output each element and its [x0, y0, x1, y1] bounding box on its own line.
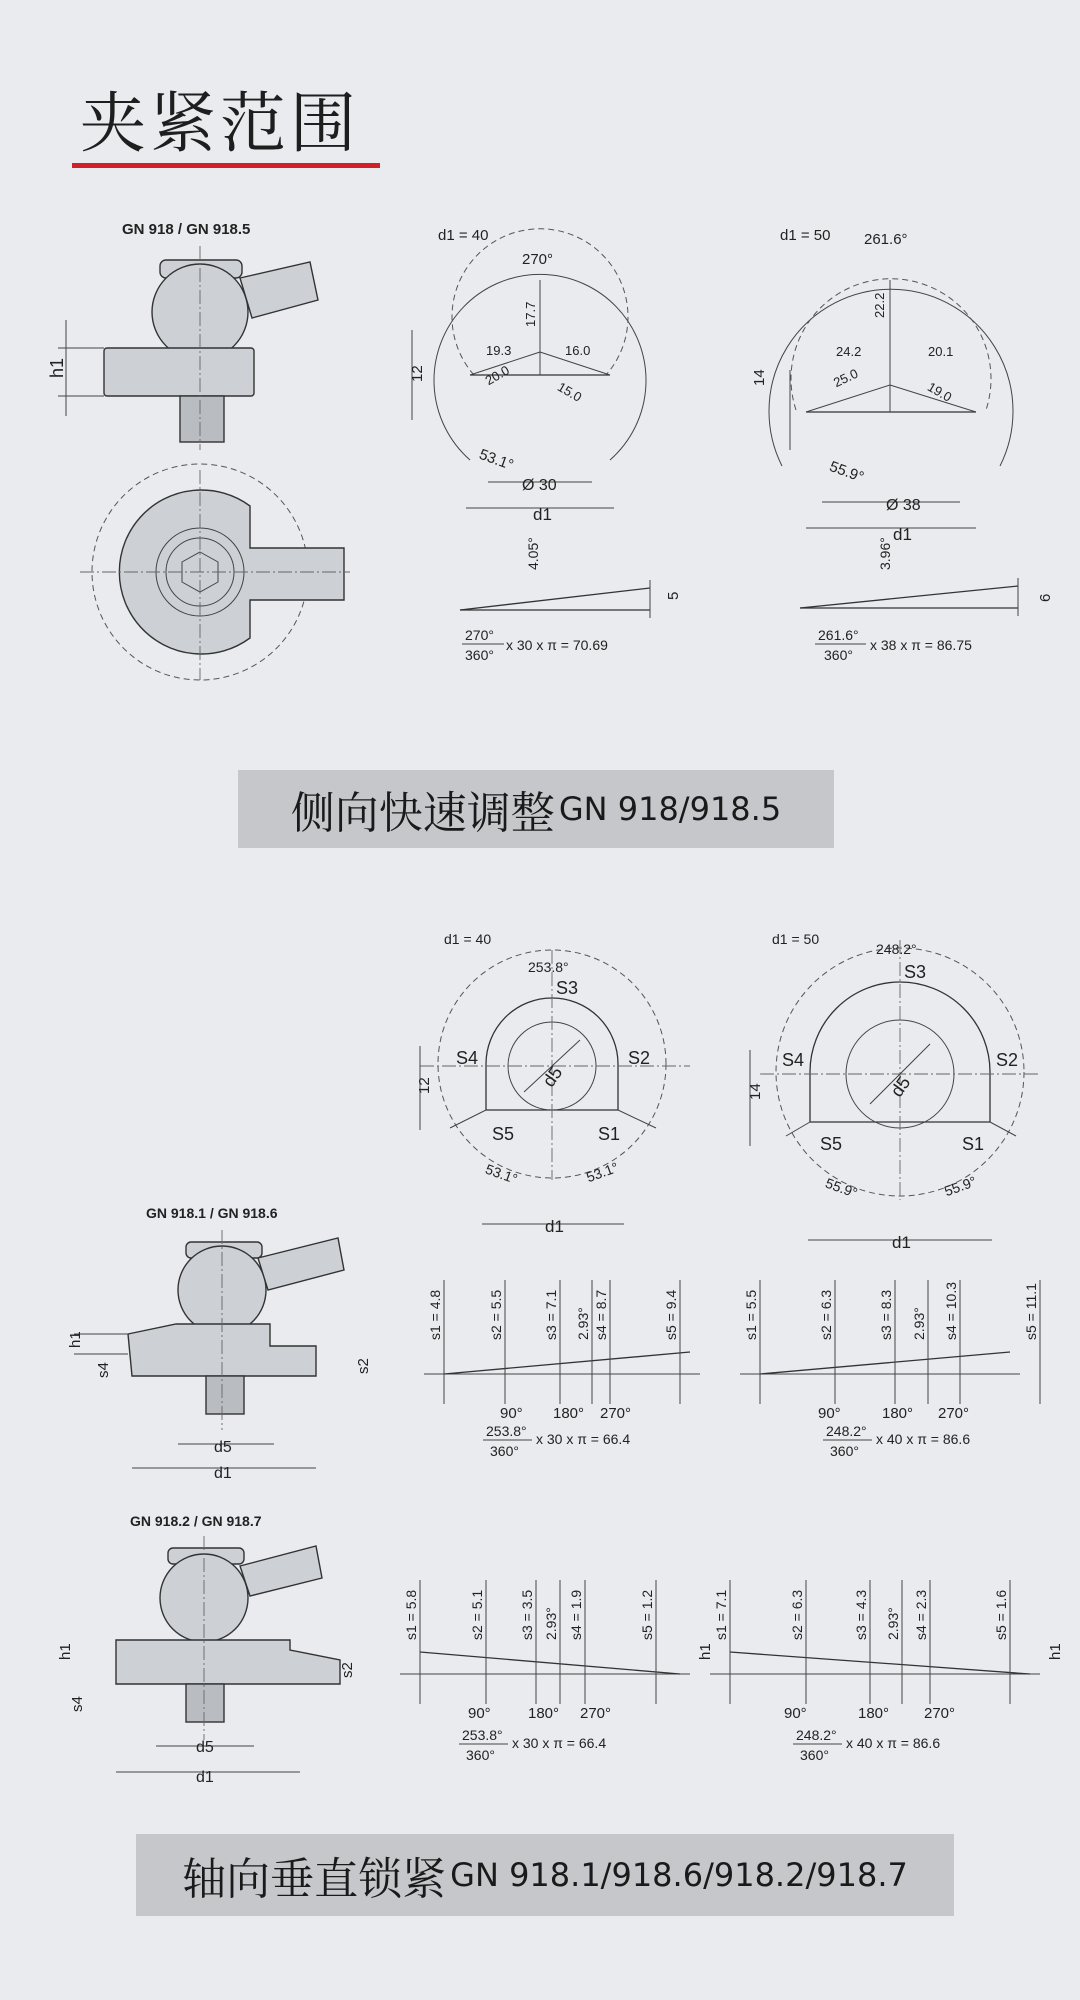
ramp_down_40-label-5: s5 = 1.2 — [639, 1589, 655, 1640]
s-d40-d1: d1 — [545, 1217, 564, 1236]
s-d50-s5: S5 — [820, 1134, 843, 1154]
ramp_down_40-deg-1: 180° — [528, 1705, 560, 1722]
s-d50-d5: d5 — [886, 1072, 915, 1101]
ramp_up_40-label-4: s4 = 8.7 — [593, 1289, 609, 1340]
ramp_down_50-deg-1: 180° — [858, 1705, 890, 1722]
s-diagram-d40 — [416, 931, 690, 1236]
gn918-1-d1: d1 — [214, 1465, 232, 1482]
ramp_up_50-deg-1: 180° — [882, 1405, 914, 1422]
d40-height: 12 — [409, 365, 426, 382]
banner-axial-lock — [136, 1834, 954, 1916]
d40-r5: 15.0 — [555, 379, 585, 405]
d50-d1: d1 — [893, 525, 912, 544]
s-d40-s1: S1 — [598, 1124, 621, 1144]
s-d40-s2: S2 — [628, 1048, 651, 1068]
gn918-1-s4: s4 — [95, 1362, 112, 1378]
part-gn918-1 — [67, 1205, 372, 1482]
d40-frac-num: 270° — [465, 627, 494, 643]
d50-r1: 22.2 — [872, 292, 887, 318]
banner2-code: GN 918.1/918.6/918.2/918.7 — [450, 1856, 908, 1894]
ramp_up_40-deg-2: 270° — [600, 1405, 632, 1422]
ramp_down_40-label-4: s4 = 1.9 — [568, 1589, 584, 1640]
ramp_up_40-slope-line — [444, 1352, 690, 1374]
ramp_down_40-label-1: s2 = 5.1 — [469, 1589, 485, 1640]
gn918-2-h1: h1 — [57, 1643, 74, 1660]
s-d50-s3: S3 — [904, 962, 927, 982]
gn918-2-d1: d1 — [196, 1769, 214, 1786]
ramp_down_40-h: h1 — [697, 1643, 714, 1660]
s-d50-d1: d1 — [892, 1233, 911, 1252]
gn918-2-s4: s4 — [69, 1696, 86, 1712]
ramp_up_40-label-3: 2.93° — [575, 1307, 591, 1340]
ramp_up_40-frac-num: 253.8° — [486, 1423, 527, 1439]
ramp_down_50-frac-den: 360° — [800, 1747, 829, 1763]
d50-height: 14 — [751, 369, 768, 386]
part-label-gn918-2: GN 918.2 / GN 918.7 — [130, 1513, 262, 1529]
d50-rise: 6 — [1037, 593, 1054, 602]
d40-frac-den: 360° — [465, 647, 494, 663]
ramp_down_50-label-4: s4 = 2.3 — [913, 1589, 929, 1640]
ramp_down_50-frac-num: 248.2° — [796, 1727, 837, 1743]
d40-formula: x 30 x π = 70.69 — [506, 637, 608, 653]
d50-frac-num: 261.6° — [818, 627, 859, 643]
gn918-1-d5: d5 — [214, 1439, 232, 1456]
part-gn918-side-view — [47, 221, 318, 450]
s-d50-s2: S2 — [996, 1050, 1019, 1070]
ramp_down_50-slope-line — [730, 1652, 1030, 1674]
s-diagram-d50 — [747, 931, 1040, 1252]
d40-title: d1 = 40 — [438, 227, 489, 244]
ramp_up_50-label-5: s5 = 11.1 — [1023, 1283, 1039, 1340]
ramp_up_40-formula: x 30 x π = 66.4 — [536, 1431, 631, 1447]
h1-label: h1 — [47, 357, 67, 378]
page-title: 夹紧范围 — [80, 85, 360, 162]
ramp_up_50-deg-2: 270° — [938, 1405, 970, 1422]
d50-formula: x 38 x π = 86.75 — [870, 637, 972, 653]
d40-r4: 20.0 — [482, 362, 512, 389]
ramp_down_40-label-0: s1 = 5.8 — [403, 1589, 419, 1640]
d50-title: d1 = 50 — [780, 227, 831, 244]
part-label-gn918: GN 918 / GN 918.5 — [122, 221, 251, 238]
s-d50-s4: S4 — [782, 1050, 805, 1070]
d40-r3: 16.0 — [565, 343, 591, 358]
s-d50-angle: 248.2° — [876, 941, 917, 957]
ramp_up_50-frac-num: 248.2° — [826, 1423, 867, 1439]
d50-angle2: 55.9° — [827, 458, 867, 487]
clamp-diagram-d50 — [751, 227, 1054, 663]
s-d40-angle2-left: 53.1° — [483, 1160, 520, 1187]
ramp_down_50-label-1: s2 = 6.3 — [789, 1589, 805, 1640]
ramp_down_40-label-3: 2.93° — [543, 1607, 559, 1640]
banner2-title: 轴向垂直锁紧 — [182, 1854, 447, 1905]
ramp_up_50-formula: x 40 x π = 86.6 — [876, 1431, 971, 1447]
gn918-2-s2: s2 — [339, 1662, 356, 1678]
ramp_down_50-label-2: s3 = 4.3 — [853, 1589, 869, 1640]
d40-angle: 270° — [522, 251, 554, 268]
ramp_down_50-deg-2: 270° — [924, 1705, 956, 1722]
ramp_down_50-label-0: s1 = 7.1 — [713, 1589, 729, 1640]
d50-r3: 20.1 — [928, 344, 954, 359]
ramp_up_50-label-0: s1 = 5.5 — [743, 1289, 759, 1340]
ramp_down_50-h: h1 — [1047, 1643, 1064, 1660]
d50-angle: 261.6° — [864, 231, 908, 248]
s-d40-height: 12 — [416, 1077, 433, 1094]
part-gn918-top-view — [80, 464, 350, 680]
ramp_down_50-deg-0: 90° — [784, 1705, 807, 1722]
banner-lateral-adjust — [238, 770, 834, 848]
s-d40-s3: S3 — [556, 978, 579, 998]
d40-r2: 19.3 — [486, 343, 512, 358]
ramp_up_40-label-5: s5 = 9.4 — [663, 1289, 679, 1340]
d50-frac-den: 360° — [824, 647, 853, 663]
ramp_down_50-label-5: s5 = 1.6 — [993, 1589, 1009, 1640]
d50-dia: Ø 38 — [886, 497, 921, 514]
ramp_down_40-frac-den: 360° — [466, 1747, 495, 1763]
ramp_up_40-deg-0: 90° — [500, 1405, 523, 1422]
ramp_down_40-frac-num: 253.8° — [462, 1727, 503, 1743]
d50-r2: 24.2 — [836, 344, 862, 359]
ramp_up_40-label-0: s1 = 4.8 — [427, 1289, 443, 1340]
d40-angle2: 53.1° — [476, 445, 516, 474]
ramp-diagrams — [400, 1280, 1064, 1763]
ramp_down_50-label-3: 2.93° — [885, 1607, 901, 1640]
d50-r4: 25.0 — [830, 365, 861, 391]
ramp_down_40-label-2: s3 = 3.5 — [519, 1589, 535, 1640]
ramp_up_50-label-4: s4 = 10.3 — [943, 1282, 959, 1340]
ramp_up_50-label-3: 2.93° — [911, 1307, 927, 1340]
banner1-title: 侧向快速调整 — [290, 788, 555, 839]
s-d40-angle2-right: 53.1° — [584, 1158, 621, 1186]
s-d40-s4: S4 — [456, 1048, 479, 1068]
ramp_up_50-label-2: s3 = 8.3 — [878, 1289, 894, 1340]
part-label-gn918-1: GN 918.1 / GN 918.6 — [146, 1205, 278, 1221]
ramp_up_40-deg-1: 180° — [553, 1405, 585, 1422]
s-d50-title: d1 = 50 — [772, 931, 820, 947]
s-d40-angle: 253.8° — [528, 959, 569, 975]
d40-r1: 17.7 — [523, 301, 538, 327]
d40-dia: Ø 30 — [522, 477, 557, 494]
ramp_down_50-formula: x 40 x π = 86.6 — [846, 1735, 941, 1751]
s-d50-angle2-left: 55.9° — [823, 1174, 860, 1201]
banner1-code: GN 918/918.5 — [558, 790, 782, 828]
d40-rise: 5 — [665, 591, 682, 600]
gn918-1-s2: s2 — [355, 1358, 372, 1374]
d50-r5: 19.0 — [925, 379, 955, 405]
ramp_up_50-frac-den: 360° — [830, 1443, 859, 1459]
ramp_up_50-deg-0: 90° — [818, 1405, 841, 1422]
d40-slope: 4.05° — [525, 537, 541, 570]
ramp_down_40-slope-line — [420, 1652, 680, 1674]
gn918-1-h1: h1 — [67, 1331, 84, 1348]
ramp_up_40-frac-den: 360° — [490, 1443, 519, 1459]
ramp_up_40-label-1: s2 = 5.5 — [488, 1289, 504, 1340]
part-gn918-2 — [57, 1513, 356, 1786]
gn918-2-d5: d5 — [196, 1739, 214, 1756]
s-d50-s1: S1 — [962, 1134, 985, 1154]
ramp_down_40-formula: x 30 x π = 66.4 — [512, 1735, 607, 1751]
s-d40-d5: d5 — [538, 1062, 567, 1091]
ramp_up_50-slope-line — [760, 1352, 1010, 1374]
s-d50-angle2-right: 55.9° — [942, 1172, 979, 1200]
ramp_up_50-label-1: s2 = 6.3 — [818, 1289, 834, 1340]
ramp_down_40-deg-2: 270° — [580, 1705, 612, 1722]
s-d40-s5: S5 — [492, 1124, 515, 1144]
d50-slope: 3.96° — [877, 537, 893, 570]
ramp_up_40-label-2: s3 = 7.1 — [543, 1289, 559, 1340]
s-d40-title: d1 = 40 — [444, 931, 492, 947]
s-d50-height: 14 — [747, 1083, 764, 1100]
d40-d1: d1 — [533, 505, 552, 524]
clamp-diagram-d40 — [409, 227, 682, 663]
ramp_down_40-deg-0: 90° — [468, 1705, 491, 1722]
